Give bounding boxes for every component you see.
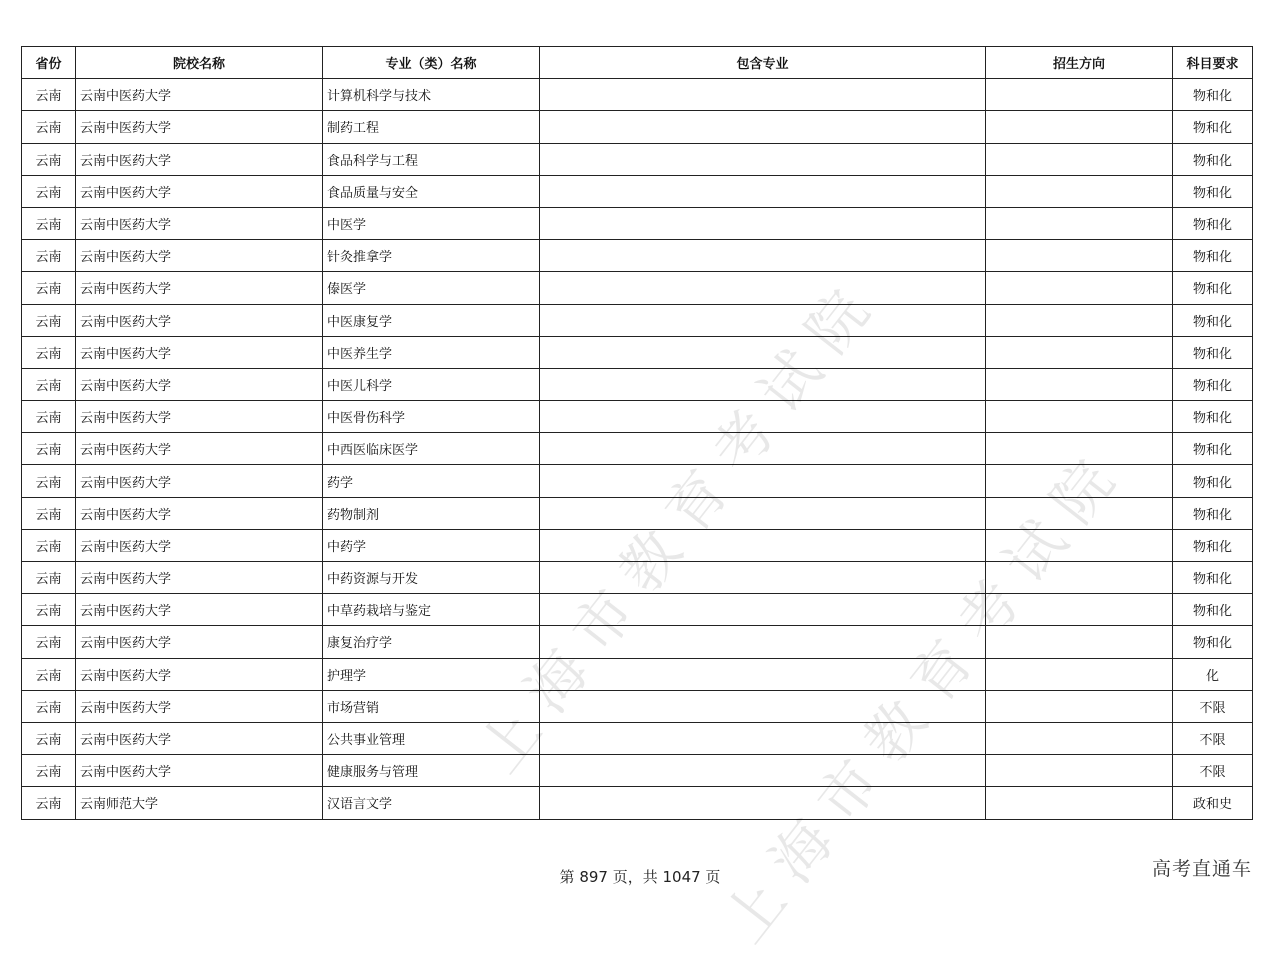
cell-subject-requirement: 物和化 bbox=[1173, 272, 1253, 304]
cell-major: 食品科学与工程 bbox=[323, 143, 540, 175]
cell-subject-requirement: 物和化 bbox=[1173, 594, 1253, 626]
table-row bbox=[22, 175, 1253, 207]
cell-subject-requirement: 物和化 bbox=[1173, 562, 1253, 594]
cell-province: 云南 bbox=[22, 368, 76, 400]
cell-major: 中医康复学 bbox=[323, 304, 540, 336]
cell-province: 云南 bbox=[22, 658, 76, 690]
cell-school: 云南中医药大学 bbox=[76, 465, 323, 497]
cell-included-majors bbox=[540, 497, 986, 529]
cell-subject-requirement: 物和化 bbox=[1173, 207, 1253, 239]
cell-direction bbox=[986, 497, 1173, 529]
cell-direction bbox=[986, 175, 1173, 207]
cell-major: 药学 bbox=[323, 465, 540, 497]
table-row bbox=[22, 368, 1253, 400]
admission-table bbox=[21, 46, 1253, 820]
cell-included-majors bbox=[540, 658, 986, 690]
table-row bbox=[22, 787, 1253, 819]
cell-direction bbox=[986, 304, 1173, 336]
table-row bbox=[22, 272, 1253, 304]
cell-major: 护理学 bbox=[323, 658, 540, 690]
cell-school: 云南中医药大学 bbox=[76, 336, 323, 368]
header-province: 省份 bbox=[22, 47, 76, 79]
cell-school: 云南中医药大学 bbox=[76, 401, 323, 433]
table-row bbox=[22, 626, 1253, 658]
cell-direction bbox=[986, 207, 1173, 239]
table-body bbox=[22, 79, 1253, 819]
cell-major: 中医骨伤科学 bbox=[323, 401, 540, 433]
cell-subject-requirement: 化 bbox=[1173, 658, 1253, 690]
table-row bbox=[22, 111, 1253, 143]
cell-province: 云南 bbox=[22, 433, 76, 465]
cell-major: 健康服务与管理 bbox=[323, 755, 540, 787]
cell-direction bbox=[986, 529, 1173, 561]
cell-school: 云南中医药大学 bbox=[76, 368, 323, 400]
cell-subject-requirement: 物和化 bbox=[1173, 336, 1253, 368]
cell-subject-requirement: 不限 bbox=[1173, 690, 1253, 722]
header-major: 专业（类）名称 bbox=[323, 47, 540, 79]
cell-direction bbox=[986, 433, 1173, 465]
cell-major: 中草药栽培与鉴定 bbox=[323, 594, 540, 626]
watermark-text-repeat: 上海市教育考试院 bbox=[710, 433, 1139, 955]
cell-included-majors bbox=[540, 368, 986, 400]
cell-subject-requirement: 物和化 bbox=[1173, 304, 1253, 336]
cell-province: 云南 bbox=[22, 272, 76, 304]
cell-major: 中药资源与开发 bbox=[323, 562, 540, 594]
table-row bbox=[22, 562, 1253, 594]
cell-school: 云南中医药大学 bbox=[76, 755, 323, 787]
cell-province: 云南 bbox=[22, 755, 76, 787]
table-row bbox=[22, 690, 1253, 722]
cell-included-majors bbox=[540, 465, 986, 497]
cell-direction bbox=[986, 787, 1173, 819]
cell-school: 云南中医药大学 bbox=[76, 304, 323, 336]
table-row bbox=[22, 79, 1253, 111]
cell-included-majors bbox=[540, 755, 986, 787]
table-row bbox=[22, 465, 1253, 497]
cell-subject-requirement: 不限 bbox=[1173, 755, 1253, 787]
cell-school: 云南中医药大学 bbox=[76, 175, 323, 207]
table-row bbox=[22, 336, 1253, 368]
cell-included-majors bbox=[540, 143, 986, 175]
cell-subject-requirement: 物和化 bbox=[1173, 401, 1253, 433]
cell-direction bbox=[986, 722, 1173, 754]
page-number: 第 897 页，共 1047 页 bbox=[559, 868, 721, 886]
cell-school: 云南中医药大学 bbox=[76, 111, 323, 143]
cell-direction bbox=[986, 240, 1173, 272]
cell-school: 云南师范大学 bbox=[76, 787, 323, 819]
cell-direction bbox=[986, 658, 1173, 690]
cell-major: 中医儿科学 bbox=[323, 368, 540, 400]
cell-direction bbox=[986, 562, 1173, 594]
cell-included-majors bbox=[540, 175, 986, 207]
header-direction: 招生方向 bbox=[986, 47, 1173, 79]
cell-subject-requirement: 物和化 bbox=[1173, 143, 1253, 175]
cell-direction bbox=[986, 594, 1173, 626]
cell-major: 汉语言文学 bbox=[323, 787, 540, 819]
cell-school: 云南中医药大学 bbox=[76, 626, 323, 658]
cell-included-majors bbox=[540, 562, 986, 594]
cell-included-majors bbox=[540, 401, 986, 433]
table-row bbox=[22, 240, 1253, 272]
cell-school: 云南中医药大学 bbox=[76, 79, 323, 111]
cell-included-majors bbox=[540, 529, 986, 561]
cell-province: 云南 bbox=[22, 690, 76, 722]
cell-major: 公共事业管理 bbox=[323, 722, 540, 754]
cell-school: 云南中医药大学 bbox=[76, 433, 323, 465]
cell-province: 云南 bbox=[22, 465, 76, 497]
cell-direction bbox=[986, 626, 1173, 658]
cell-province: 云南 bbox=[22, 175, 76, 207]
cell-subject-requirement: 物和化 bbox=[1173, 497, 1253, 529]
cell-province: 云南 bbox=[22, 529, 76, 561]
cell-province: 云南 bbox=[22, 497, 76, 529]
cell-included-majors bbox=[540, 690, 986, 722]
cell-direction bbox=[986, 111, 1173, 143]
cell-school: 云南中医药大学 bbox=[76, 658, 323, 690]
cell-subject-requirement: 物和化 bbox=[1173, 111, 1253, 143]
table-row bbox=[22, 304, 1253, 336]
cell-major: 傣医学 bbox=[323, 272, 540, 304]
cell-major: 中西医临床医学 bbox=[323, 433, 540, 465]
cell-school: 云南中医药大学 bbox=[76, 562, 323, 594]
cell-province: 云南 bbox=[22, 562, 76, 594]
cell-province: 云南 bbox=[22, 79, 76, 111]
header-school: 院校名称 bbox=[76, 47, 323, 79]
cell-major: 中医养生学 bbox=[323, 336, 540, 368]
cell-school: 云南中医药大学 bbox=[76, 594, 323, 626]
cell-direction bbox=[986, 336, 1173, 368]
cell-included-majors bbox=[540, 207, 986, 239]
cell-subject-requirement: 物和化 bbox=[1173, 465, 1253, 497]
cell-province: 云南 bbox=[22, 787, 76, 819]
cell-major: 市场营销 bbox=[323, 690, 540, 722]
cell-included-majors bbox=[540, 626, 986, 658]
table-row bbox=[22, 433, 1253, 465]
cell-province: 云南 bbox=[22, 207, 76, 239]
cell-school: 云南中医药大学 bbox=[76, 529, 323, 561]
cell-subject-requirement: 物和化 bbox=[1173, 368, 1253, 400]
cell-school: 云南中医药大学 bbox=[76, 240, 323, 272]
cell-direction bbox=[986, 143, 1173, 175]
cell-included-majors bbox=[540, 722, 986, 754]
cell-included-majors bbox=[540, 787, 986, 819]
cell-subject-requirement: 物和化 bbox=[1173, 433, 1253, 465]
cell-subject-requirement: 政和史 bbox=[1173, 787, 1253, 819]
table-header-row bbox=[22, 47, 1253, 79]
table-row bbox=[22, 529, 1253, 561]
cell-included-majors bbox=[540, 111, 986, 143]
cell-province: 云南 bbox=[22, 143, 76, 175]
cell-subject-requirement: 物和化 bbox=[1173, 529, 1253, 561]
cell-school: 云南中医药大学 bbox=[76, 207, 323, 239]
cell-subject-requirement: 物和化 bbox=[1173, 175, 1253, 207]
cell-included-majors bbox=[540, 240, 986, 272]
table-row bbox=[22, 755, 1253, 787]
cell-included-majors bbox=[540, 272, 986, 304]
cell-major: 食品质量与安全 bbox=[323, 175, 540, 207]
cell-direction bbox=[986, 755, 1173, 787]
cell-included-majors bbox=[540, 433, 986, 465]
header-subject-requirement: 科目要求 bbox=[1173, 47, 1253, 79]
cell-province: 云南 bbox=[22, 111, 76, 143]
cell-major: 针灸推拿学 bbox=[323, 240, 540, 272]
table-row bbox=[22, 722, 1253, 754]
table-row bbox=[22, 401, 1253, 433]
cell-major: 中医学 bbox=[323, 207, 540, 239]
cell-major: 中药学 bbox=[323, 529, 540, 561]
table-row bbox=[22, 207, 1253, 239]
cell-province: 云南 bbox=[22, 594, 76, 626]
cell-major: 药物制剂 bbox=[323, 497, 540, 529]
cell-major: 康复治疗学 bbox=[323, 626, 540, 658]
table-row bbox=[22, 143, 1253, 175]
cell-included-majors bbox=[540, 594, 986, 626]
table-row bbox=[22, 497, 1253, 529]
cell-included-majors bbox=[540, 79, 986, 111]
cell-school: 云南中医药大学 bbox=[76, 143, 323, 175]
table-row bbox=[22, 658, 1253, 690]
brand-logo-text: 高考直通车 bbox=[1151, 858, 1252, 880]
cell-major: 计算机科学与技术 bbox=[323, 79, 540, 111]
cell-province: 云南 bbox=[22, 336, 76, 368]
cell-subject-requirement: 物和化 bbox=[1173, 240, 1253, 272]
header-included-majors: 包含专业 bbox=[540, 47, 986, 79]
cell-direction bbox=[986, 690, 1173, 722]
cell-province: 云南 bbox=[22, 401, 76, 433]
cell-included-majors bbox=[540, 336, 986, 368]
cell-direction bbox=[986, 79, 1173, 111]
cell-province: 云南 bbox=[22, 722, 76, 754]
cell-direction bbox=[986, 465, 1173, 497]
cell-major: 制药工程 bbox=[323, 111, 540, 143]
cell-subject-requirement: 物和化 bbox=[1173, 79, 1253, 111]
cell-direction bbox=[986, 272, 1173, 304]
cell-province: 云南 bbox=[22, 626, 76, 658]
cell-included-majors bbox=[540, 304, 986, 336]
cell-school: 云南中医药大学 bbox=[76, 722, 323, 754]
watermark-text: 上海市教育考试院 bbox=[465, 263, 894, 785]
cell-direction bbox=[986, 368, 1173, 400]
cell-school: 云南中医药大学 bbox=[76, 497, 323, 529]
cell-school: 云南中医药大学 bbox=[76, 690, 323, 722]
cell-direction bbox=[986, 401, 1173, 433]
cell-province: 云南 bbox=[22, 304, 76, 336]
cell-subject-requirement: 物和化 bbox=[1173, 626, 1253, 658]
table-row bbox=[22, 594, 1253, 626]
cell-school: 云南中医药大学 bbox=[76, 272, 323, 304]
cell-province: 云南 bbox=[22, 240, 76, 272]
cell-subject-requirement: 不限 bbox=[1173, 722, 1253, 754]
